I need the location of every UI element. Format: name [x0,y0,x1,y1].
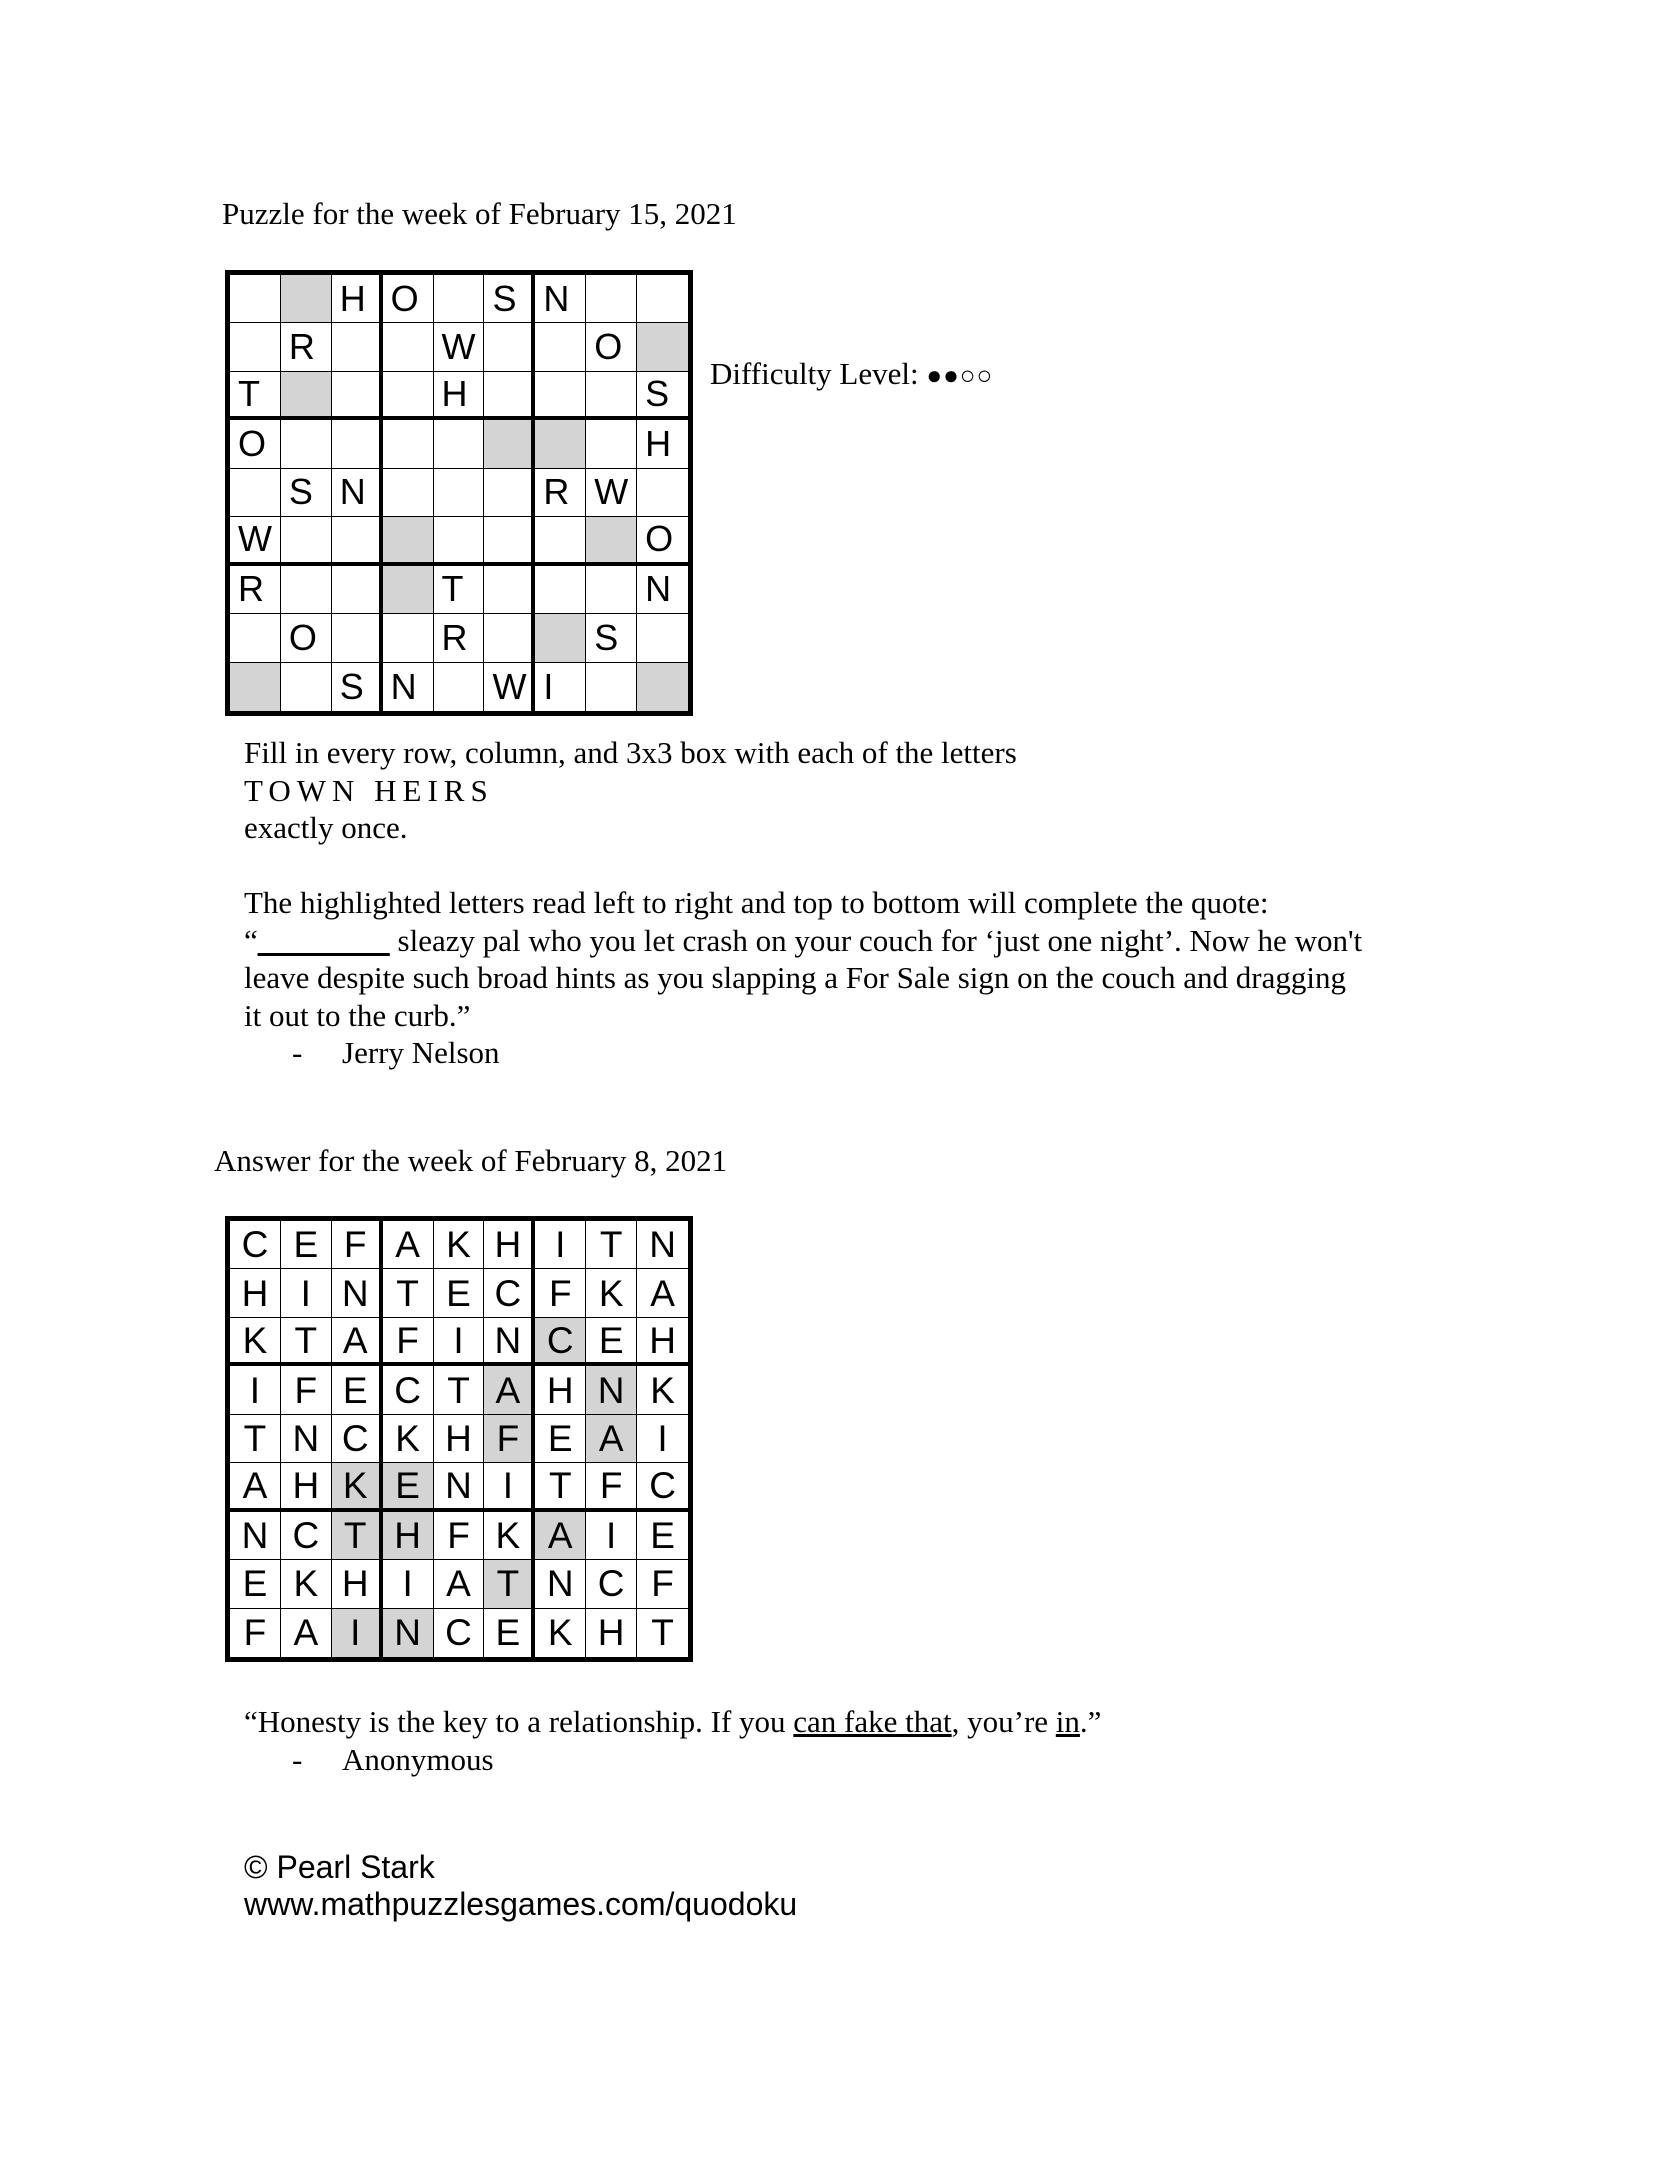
grid-cell [586,372,637,420]
highlighted-cell: N [383,1609,434,1657]
grid-cell: H [434,1415,485,1463]
grid-cell: R [535,469,586,517]
grid-cell: R [230,566,281,614]
grid-cell [434,663,485,711]
grid-cell: K [586,1269,637,1317]
grid-cell: H [332,275,383,323]
grid-cell [535,323,586,371]
grid-cell: K [637,1366,688,1414]
attribution-dash: - [292,1035,303,1070]
highlighted-cell: A [535,1512,586,1560]
grid-cell: N [637,566,688,614]
grid-cell: W [434,323,485,371]
grid-cell: W [484,663,535,711]
grid-cell: N [434,1463,485,1511]
answer-heading: Answer for the week of February 8, 2021 [214,1143,728,1178]
grid-cell [332,566,383,614]
grid-cell: C [637,1463,688,1511]
highlighted-cell [484,420,535,468]
grid-cell [586,663,637,711]
grid-cell [434,469,485,517]
grid-cell: H [230,1269,281,1317]
difficulty-label: Difficulty Level: [710,356,919,391]
grid-cell: I [383,1560,434,1608]
grid-cell [230,323,281,371]
grid-cell: F [383,1318,434,1366]
highlighted-cell [383,517,434,565]
grid-cell: R [281,323,332,371]
grid-cell [484,323,535,371]
grid-cell [281,663,332,711]
grid-cell [281,566,332,614]
grid-cell: S [484,275,535,323]
grid-cell: I [535,663,586,711]
quote-part: .” [1079,1704,1102,1739]
difficulty-rating: ●●○○ [926,360,994,390]
quote-intro: The highlighted letters read left to right and top to bottom will complete the quote: [244,885,1269,920]
grid-cell: T [434,1366,485,1414]
grid-cell: K [434,1221,485,1269]
difficulty-indicator [710,356,993,392]
grid-cell [383,614,434,662]
grid-cell [332,420,383,468]
grid-cell: E [434,1269,485,1317]
grid-cell: K [281,1560,332,1608]
grid-cell: S [281,469,332,517]
grid-cell: A [281,1609,332,1657]
quote-author: Anonymous [342,1741,494,1777]
grid-cell: T [535,1463,586,1511]
grid-cell [332,372,383,420]
grid-cell: I [586,1512,637,1560]
grid-cell: F [230,1609,281,1657]
grid-cell: F [535,1269,586,1317]
grid-cell [637,275,688,323]
grid-cell: E [586,1318,637,1366]
grid-cell: O [230,420,281,468]
grid-cell: S [637,372,688,420]
grid-cell [484,517,535,565]
grid-cell: R [434,614,485,662]
highlighted-cell: N [586,1366,637,1414]
grid-cell: I [484,1463,535,1511]
highlighted-cell: E [383,1463,434,1511]
grid-cell: K [230,1318,281,1366]
grid-cell: A [332,1318,383,1366]
grid-cell [281,420,332,468]
grid-cell [383,323,434,371]
grid-cell: H [281,1463,332,1511]
highlighted-cell: F [484,1415,535,1463]
grid-cell: C [281,1512,332,1560]
highlighted-cell [383,566,434,614]
quote-part: “Honesty is the key to a relationship. If you [244,1704,794,1739]
grid-cell [230,469,281,517]
highlighted-cell [586,517,637,565]
grid-cell [332,517,383,565]
highlighted-cell [230,663,281,711]
quote-line: leave despite such broad hints as you slapping a For Sale sign on the couch and dragging [244,960,1346,995]
grid-cell [484,372,535,420]
quote-text: sleazy pal who you let crash on your couch for ‘just one night’. Now he won't [389,922,1363,958]
grid-cell: E [484,1609,535,1657]
grid-cell: N [332,1269,383,1317]
grid-cell: H [586,1609,637,1657]
quote-attribution [244,1741,1101,1779]
quote-underlined: can fake that [793,1704,952,1739]
grid-cell [535,517,586,565]
grid-cell: T [281,1318,332,1366]
highlighted-cell: H [383,1512,434,1560]
grid-cell [332,614,383,662]
grid-cell [535,372,586,420]
quote-attribution [244,1034,1362,1072]
quote-author: Jerry Nelson [342,1035,500,1070]
instructions-line: exactly once. [244,810,408,845]
grid-cell: O [637,517,688,565]
highlighted-cell [281,372,332,420]
answer-quote-text [244,1703,1101,1741]
grid-cell: E [281,1221,332,1269]
grid-cell [332,323,383,371]
grid-cell [637,614,688,662]
grid-cell: A [434,1560,485,1608]
highlighted-cell: T [484,1560,535,1608]
grid-cell: H [637,1318,688,1366]
grid-cell [484,469,535,517]
grid-cell: I [434,1318,485,1366]
grid-cell: I [637,1415,688,1463]
grid-cell [586,420,637,468]
grid-cell: K [484,1512,535,1560]
grid-cell: C [383,1366,434,1414]
grid-cell: C [484,1269,535,1317]
grid-cell: S [586,614,637,662]
grid-cell [535,566,586,614]
grid-cell: H [434,372,485,420]
grid-cell [383,372,434,420]
grid-cell [383,420,434,468]
grid-cell [586,566,637,614]
grid-cell: H [332,1560,383,1608]
grid-cell: E [535,1415,586,1463]
grid-cell: E [230,1560,281,1608]
grid-cell: I [535,1221,586,1269]
answer-grid [225,1216,693,1662]
grid-cell [637,469,688,517]
grid-cell: N [535,275,586,323]
grid-cell [484,566,535,614]
grid-cell: A [383,1221,434,1269]
grid-cell: C [332,1415,383,1463]
letters-set: TOWN HEIRS [244,772,494,808]
grid-cell: W [586,469,637,517]
grid-cell: K [383,1415,434,1463]
quote-underlined: in [1055,1704,1080,1739]
highlighted-cell: T [332,1512,383,1560]
grid-cell: W [230,517,281,565]
grid-cell: F [281,1366,332,1414]
grid-cell: F [434,1512,485,1560]
grid-cell: C [230,1221,281,1269]
quote-part: , you’re [951,1704,1056,1739]
copyright: © Pearl Stark [244,1849,435,1885]
highlighted-cell: K [332,1463,383,1511]
grid-cell [434,275,485,323]
grid-cell: T [637,1609,688,1657]
answer-quote [244,1703,1101,1778]
grid-cell: E [332,1366,383,1414]
highlighted-cell [637,663,688,711]
grid-cell: F [586,1463,637,1511]
highlighted-cell [281,275,332,323]
grid-cell: T [230,1415,281,1463]
puzzle-heading: Puzzle for the week of February 15, 2021 [222,196,737,231]
grid-cell [230,275,281,323]
grid-cell [484,614,535,662]
grid-cell [586,275,637,323]
grid-cell: I [281,1269,332,1317]
grid-cell: H [637,420,688,468]
quote-line: it out to the curb.” [244,997,471,1033]
grid-cell: H [535,1366,586,1414]
grid-cell: A [230,1463,281,1511]
grid-cell [230,614,281,662]
grid-cell [383,469,434,517]
grid-cell: A [637,1269,688,1317]
grid-cell: N [230,1512,281,1560]
grid-cell: F [332,1221,383,1269]
grid-cell: N [332,469,383,517]
instructions [244,734,1017,847]
grid-cell: S [332,663,383,711]
grid-cell: O [383,275,434,323]
grid-cell: T [383,1269,434,1317]
attribution-dash: - [292,1741,303,1777]
puzzle-grid [225,270,693,716]
grid-cell [434,420,485,468]
highlighted-cell [637,323,688,371]
grid-cell: H [484,1221,535,1269]
grid-cell: C [434,1609,485,1657]
grid-cell [434,517,485,565]
grid-cell: T [434,566,485,614]
highlighted-cell: I [332,1609,383,1657]
grid-cell: N [484,1318,535,1366]
instructions-line: Fill in every row, column, and 3x3 box with each of the letters [244,735,1017,770]
open-quote: “ [244,922,258,958]
highlighted-cell: C [535,1318,586,1366]
grid-cell: N [637,1221,688,1269]
website-url[interactable]: www.mathpuzzlesgames.com/quodoku [244,1886,798,1922]
grid-cell [281,517,332,565]
grid-cell: O [281,614,332,662]
highlighted-cell [535,420,586,468]
grid-cell: C [586,1560,637,1608]
grid-cell: F [637,1560,688,1608]
puzzle-quote [244,884,1362,1072]
footer [244,1849,797,1923]
highlighted-cell: A [484,1366,535,1414]
quote-line [244,922,1362,960]
grid-cell: T [586,1221,637,1269]
grid-cell: K [535,1609,586,1657]
grid-cell: T [230,372,281,420]
grid-cell: O [586,323,637,371]
highlighted-cell [535,614,586,662]
grid-cell: E [637,1512,688,1560]
grid-cell: I [230,1366,281,1414]
quote-blank: ________ [257,922,390,958]
grid-cell: N [383,663,434,711]
highlighted-cell: A [586,1415,637,1463]
grid-cell: N [281,1415,332,1463]
grid-cell: N [535,1560,586,1608]
